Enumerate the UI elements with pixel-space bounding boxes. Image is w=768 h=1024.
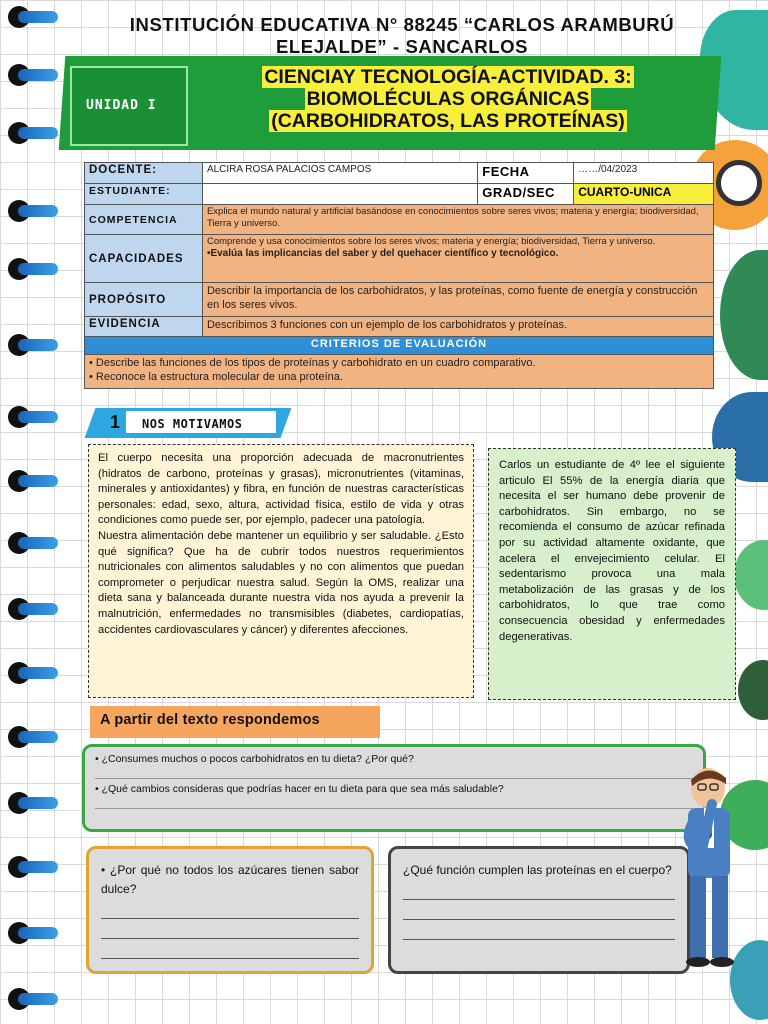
binder-ring — [0, 404, 58, 430]
info-table — [84, 162, 714, 389]
title-line-1: CIENCIAY TECNOLOGÍA-ACTIVIDAD. 3: — [264, 66, 632, 88]
docente-label: DOCENTE: — [85, 163, 203, 184]
criterios-header: CRITERIOS DE EVALUACIÓN — [85, 337, 714, 355]
questions-box — [82, 744, 706, 832]
binder-ring — [0, 660, 58, 686]
section-label: NOS MOTIVAMOS — [142, 417, 243, 431]
question-3: • ¿Por qué no todos los azúcares tienen sabor dulce? — [101, 863, 359, 896]
binder-ring — [0, 530, 58, 556]
school-title: INSTITUCIÓN EDUCATIVA N° 88245 “CARLOS ARAMBURÚ ELEJALDE” - SANCARLOS — [129, 14, 675, 56]
answer-line[interactable] — [101, 919, 359, 939]
binder-ring — [0, 120, 58, 146]
reading-paragraph-2: Nuestra alimentación debe mantener un equilibrio y ser saludable. ¿Esto qué significa? Que ha de cubrir todos nuestros requerimientos nutricionales con alimentos saludables y no con alimentos que puedan comprometer o perjudicar nuestra salud. Según la OMS, realizar una dieta sana y balanceada durante nuestra vida nos ayuda a prevenir la malnutrición, enfermedades no transmisibles (diabetes, cardiopatías, accidentes cardiovasculares y cáncer) y diferentes afecciones. — [98, 529, 464, 636]
title-line-2: BIOMOLÉCULAS ORGÁNICAS — [306, 88, 590, 110]
respond-label: A partir del texto respondemos — [100, 712, 320, 728]
decor-green-circle — [734, 540, 768, 610]
answer-line[interactable] — [101, 899, 359, 919]
evidencia-value: Describimos 3 funciones con un ejemplo de los carbohidratos y proteínas. — [202, 317, 713, 337]
answer-line[interactable] — [403, 880, 675, 900]
decor-magnifier-icon — [716, 160, 762, 206]
answer-line[interactable] — [403, 920, 675, 940]
thinking-man-illustration — [672, 764, 752, 974]
binder-ring — [0, 920, 58, 946]
capacidades-value-1: Comprende y usa conocimientos sobre los seres vivos; materia y energía; biodiversidad, Tierra y universo. — [206, 236, 656, 247]
capacidades-label: CAPACIDADES — [85, 235, 203, 283]
gradsec-label: GRAD/SEC — [478, 184, 574, 205]
capacidades-cell — [202, 235, 713, 283]
question-1: • ¿Consumes muchos o pocos carbohidratos en tu dieta? ¿Por qué? — [95, 753, 414, 765]
binder-ring — [0, 854, 58, 880]
binder-ring — [0, 468, 58, 494]
binder-ring — [0, 256, 58, 282]
decor-green-shape — [720, 250, 768, 380]
criterios-cell — [85, 355, 714, 389]
answer-line[interactable] — [95, 765, 693, 779]
evidencia-label: EVIDENCIA — [85, 317, 203, 337]
question-2: • ¿Qué cambios consideras que podrías hacer en tu dieta para que sea más saludable? — [95, 783, 504, 795]
binder-ring — [0, 4, 58, 30]
reading-box-right: Carlos un estudiante de 4º lee el siguiente articulo El 55% de la energía diaria que necesita el ser humano debe provenir de carbohidratos. Sin embargo, no se recomienda el consumo de azúcar refinada por su actividad altamente oxidante, que acelera el envejecimiento celular. El sedentarismo provoca una mala metabolización de las grasas y de los carbohidratos, lo que trae como consecuencia obesidad y enfermedades degenerativas. — [488, 448, 736, 700]
section-number: 1 — [110, 412, 121, 432]
title-line-3: (CARBOHIDRATOS, LAS PROTEÍNAS) — [271, 110, 625, 132]
unit-label: UNIDAD I — [86, 98, 157, 113]
binder-ring — [0, 62, 58, 88]
decor-darkgreen-circle — [738, 660, 768, 720]
question-box-sugar — [86, 846, 374, 974]
binder-ring — [0, 986, 58, 1012]
estudiante-label: ESTUDIANTE: — [85, 184, 203, 205]
question-4: ¿Qué función cumplen las proteínas en el cuerpo? — [403, 863, 672, 877]
binder-ring — [0, 332, 58, 358]
answer-line[interactable] — [403, 900, 675, 920]
estudiante-field[interactable] — [202, 184, 477, 205]
activity-title — [198, 66, 698, 132]
criterio-1: • Describe las funciones de los tipos de proteínas y carbohidrato en un cuadro comparativo. — [89, 357, 536, 369]
question-box-proteins — [388, 846, 690, 974]
capacidades-value-2: •Evalúa las implicancias del saber y del quehacer científico y tecnológico. — [206, 248, 559, 259]
binder-ring — [0, 790, 58, 816]
fecha-value: ……/04/2023 — [574, 163, 714, 184]
proposito-label: PROPÓSITO — [85, 283, 203, 317]
binder-ring — [0, 724, 58, 750]
competencia-label: COMPETENCIA — [85, 205, 203, 235]
gradsec-value: CUARTO-UNICA — [574, 184, 714, 205]
binder-ring — [0, 198, 58, 224]
answer-line[interactable] — [101, 939, 359, 959]
docente-value: ALCIRA ROSA PALACIOS CAMPOS — [202, 163, 477, 184]
competencia-value: Explica el mundo natural y artificial basándose en conocimientos sobre seres vivos; materia y energía; biodiversidad, Tierra y universo. — [202, 205, 713, 235]
fecha-label: FECHA — [478, 163, 574, 184]
reading-paragraph-1: El cuerpo necesita una proporción adecuada de macronutrientes (hidratos de carbono, proteínas y grasas), micronutrientes (vitaminas, minerales y antioxidantes) y fibra, en función de nuestras características personales: edad, sexo, altura, actividad física, estilo de vida y otras condiciones como puede ser, por ejemplo, padecer una patología. — [98, 452, 464, 527]
reading-box-left — [88, 444, 474, 698]
proposito-value: Describir la importancia de los carbohidratos, y las proteínas, como fuente de energía y construcción en los seres vivos. — [202, 283, 713, 317]
answer-line[interactable] — [95, 795, 693, 809]
criterio-2: • Reconoce la estructura molecular de una proteína. — [89, 371, 343, 383]
binder-ring — [0, 596, 58, 622]
